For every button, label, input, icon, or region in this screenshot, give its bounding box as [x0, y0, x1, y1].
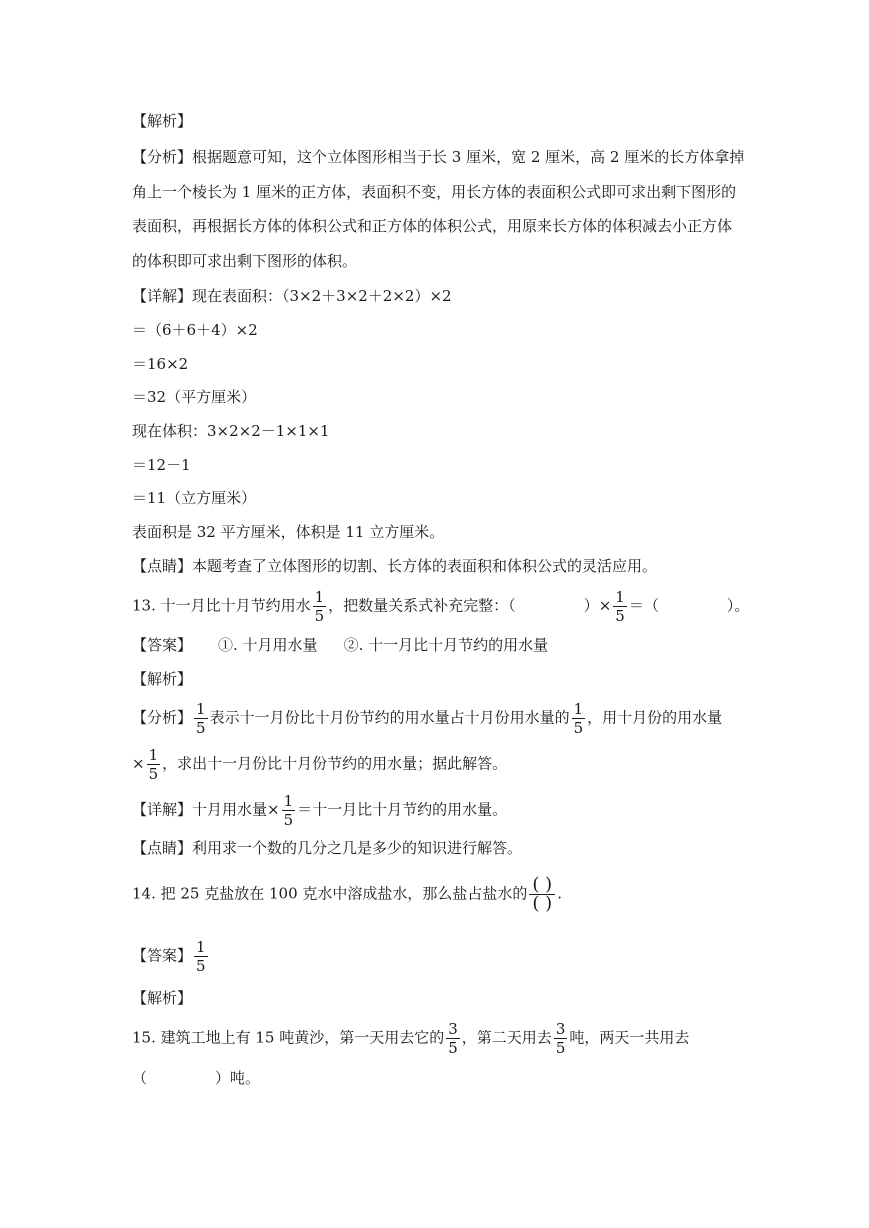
- prev-analysis-line-2: 角上一个棱长为 1 厘米的正方体，表面积不变，用长方体的表面积公式即可求出剩下图形的: [132, 183, 737, 201]
- prev-jiexi-heading: 【解析】: [132, 112, 193, 130]
- q13-fraction-2: $\frac{1}{5}$: [615, 588, 625, 625]
- prev-detail-line-7: ＝11（立方厘米）: [132, 489, 257, 507]
- prev-dianjing: 【点睛】本题考查了立体图形的切割、长方体的表面积和体积公式的灵活应用。: [132, 557, 658, 575]
- q13-dianjing: 【点睛】利用求一个数的几分之几是多少的知识进行解答。: [132, 839, 523, 857]
- prev-detail-line-6: ＝12－1: [132, 456, 191, 474]
- prev-analysis-line-4: 的体积即可求出剩下图形的体积。: [132, 252, 358, 270]
- q13-analysis-line-2: × $\frac{1}{5}$ ，求出十一月份比十月份节约的用水量；据此解答。: [132, 746, 508, 783]
- q13-answer: 【答案】 ①. 十月用水量 ②. 十一月比十月节约的用水量: [132, 636, 549, 654]
- q15-question-line-2: （ ）吨。: [132, 1069, 261, 1087]
- q14-jiexi-heading: 【解析】: [132, 989, 193, 1007]
- q13-analysis-line-1: 【分析】 $\frac{1}{5}$ 表示十一月份比十月份节约的用水量占十月份用水量的 $\frac{1}{5}$ ，用十月份的用水量: [132, 700, 723, 737]
- prev-detail-line-5: 现在体积：3×2×2－1×1×1: [132, 422, 330, 440]
- q14-blank-fraction: $\frac{( )}{( )}$: [529, 876, 555, 913]
- prev-analysis-line-1: 【分析】根据题意可知，这个立体图形相当于长 3 厘米，宽 2 厘米，高 2 厘米的长方体拿掉: [132, 148, 745, 166]
- q13-detail: 【详解】十月用水量× $\frac{1}{5}$ ＝十一月比十月节约的用水量。: [132, 792, 508, 829]
- prev-analysis-line-3: 表面积，再根据长方体的体积公式和正方体的体积公式，用原来长方体的体积减去小正方体: [132, 217, 733, 235]
- q14-answer-fraction: $\frac{1}{5}$: [196, 938, 206, 975]
- q14-question: 14. 把 25 克盐放在 100 克水中溶成盐水，那么盐占盐水的 $\frac{( )}{( )}$ .: [132, 874, 562, 914]
- q15-fraction-2: $\frac{3}{5}$: [555, 1020, 566, 1057]
- q13-question: 13. 十一月比十月节约用水 $\frac{1}{5}$ ，把数量关系式补充完整：（ ）× $\frac{1}{5}$ ＝（ ）。: [132, 588, 750, 625]
- prev-detail-line-3: ＝16×2: [132, 355, 189, 373]
- q14-answer: 【答案】 $\frac{1}{5}$: [132, 938, 206, 975]
- q13-jiexi-heading: 【解析】: [132, 670, 193, 688]
- prev-detail-line-4: ＝32（平方厘米）: [132, 388, 257, 406]
- q15-question-line-1: 15. 建筑工地上有 15 吨黄沙，第一天用去它的 $\frac{3}{5}$ ，第二天用去 $\frac{3}{5}$ 吨，两天一共用去: [132, 1020, 690, 1057]
- q15-fraction-1: $\frac{3}{5}$: [448, 1020, 458, 1057]
- q13-fraction: $\frac{1}{5}$: [314, 588, 325, 625]
- prev-detail-line-1: 【详解】现在表面积：（3×2＋3×2＋2×2）×2: [132, 287, 452, 305]
- prev-detail-line-8: 表面积是 32 平方厘米，体积是 11 立方厘米。: [132, 523, 445, 541]
- prev-detail-line-2: ＝（6＋6＋4）×2: [132, 321, 258, 339]
